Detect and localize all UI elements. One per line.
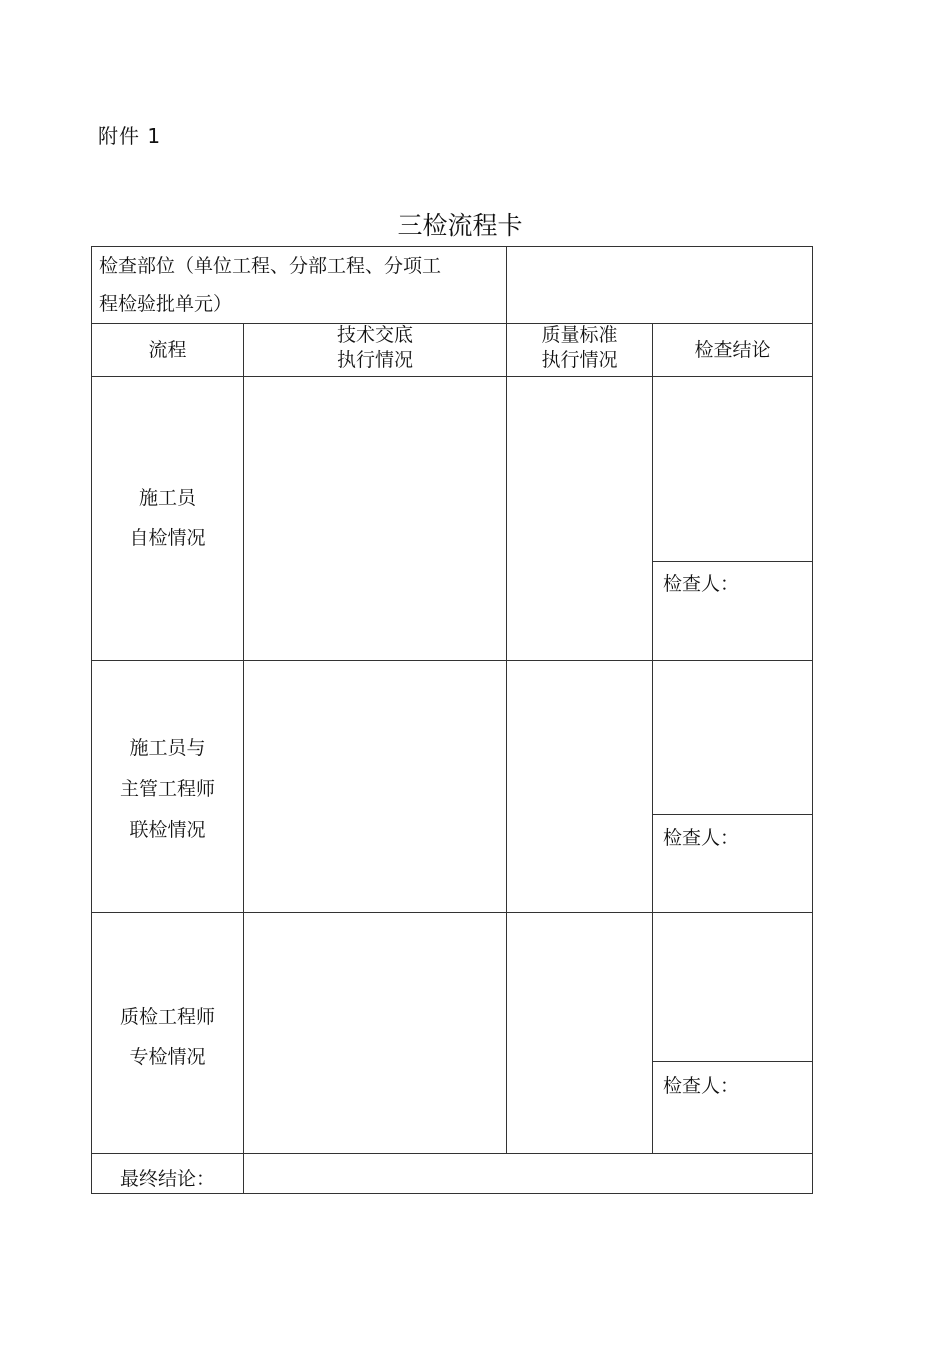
- row3-inspector-label: 检查人：: [663, 1075, 740, 1097]
- inspection-part-value-field[interactable]: [507, 247, 812, 323]
- row2-conclusion-field[interactable]: [653, 661, 812, 814]
- header-quality-line2: 执行情况: [541, 349, 618, 371]
- header-technical-line2: 执行情况: [336, 349, 413, 371]
- row3-technical-field[interactable]: [244, 913, 506, 1153]
- row2-quality-field[interactable]: [507, 661, 652, 912]
- row1-technical-field[interactable]: [244, 377, 506, 660]
- row2-inspector-divider: [652, 814, 813, 815]
- row1-inspector-label: 检查人：: [663, 573, 740, 595]
- row2-technical-field[interactable]: [244, 661, 506, 912]
- row3-inspector-divider: [652, 1061, 813, 1062]
- row1-process-line1: 施工员: [138, 487, 196, 509]
- row3-process-line2: 专检情况: [129, 1046, 206, 1068]
- inspection-part-label-line1: 检查部位（单位工程、分部工程、分项工: [99, 255, 442, 277]
- table-right-border: [812, 246, 813, 1194]
- row3-quality-field[interactable]: [507, 913, 652, 1153]
- row2-inspector-label: 检查人：: [663, 827, 740, 849]
- final-conclusion-field[interactable]: [244, 1154, 812, 1193]
- row2-process-line1: 施工员与: [129, 737, 206, 759]
- header-process: 流程: [148, 339, 187, 361]
- row3-conclusion-field[interactable]: [653, 913, 812, 1061]
- row1-quality-field[interactable]: [507, 377, 652, 660]
- final-conclusion-label: 最终结论：: [119, 1168, 215, 1190]
- attachment-label: 附件 1: [98, 124, 162, 148]
- inspection-part-label-line2: 程检验批单元）: [99, 293, 233, 315]
- header-conclusion: 检查结论: [694, 339, 771, 361]
- header-technical-line1: 技术交底: [336, 324, 413, 346]
- row1-process-line2: 自检情况: [129, 527, 206, 549]
- row1-inspector-divider: [652, 561, 813, 562]
- row2-process-line3: 联检情况: [129, 819, 206, 841]
- row3-process-line1: 质检工程师: [119, 1006, 215, 1028]
- document-title: 三检流程卡: [397, 211, 523, 240]
- header-quality-line1: 质量标准: [541, 324, 618, 346]
- row1-conclusion-field[interactable]: [653, 377, 812, 561]
- row2-process-line2: 主管工程师: [119, 778, 215, 800]
